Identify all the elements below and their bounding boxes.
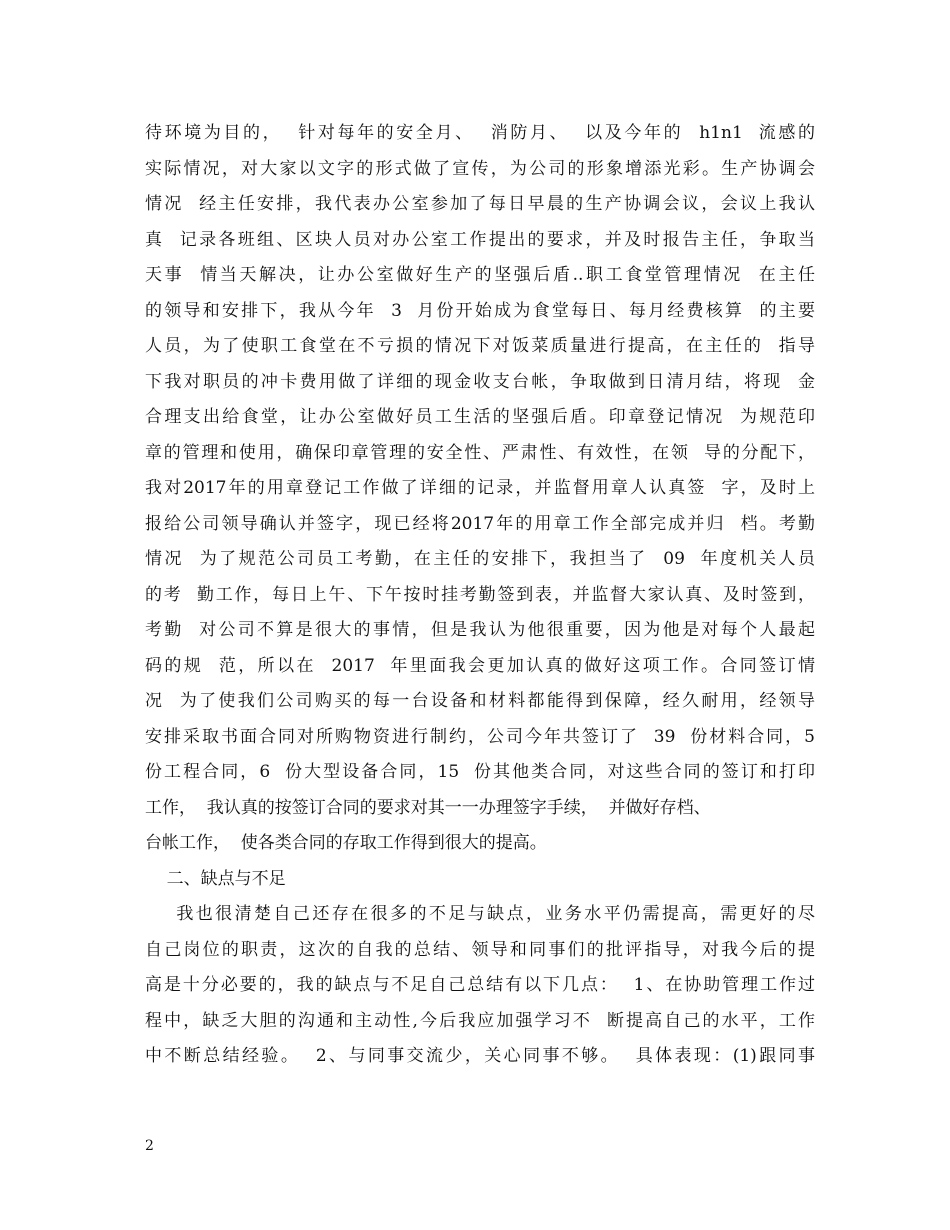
text-line: 情况 为了规范公司员工考勤，在主任的安排下，我担当了 09 年度机关人员 <box>145 549 815 569</box>
section-heading: 二、缺点与不足 <box>145 868 286 889</box>
text-line: 实际情况，对大家以文字的形式做了宣传，为公司的形象增添光彩。生产协调会 <box>145 158 815 179</box>
text-line: 况 为了使我们公司购买的每一台设备和材料都能得到保障，经久耐用，经领导 <box>145 691 815 711</box>
text-line: 天事 情当天解决，让办公室做好生产的坚强后盾..职工食堂管理情况 在主任 <box>145 265 815 285</box>
text-line: 合理支出给食堂，让办公室做好员工生活的坚强后盾。印章登记情况 为规范印 <box>145 407 815 427</box>
text-line: 的考 勤工作，每日上午、下午按时挂考勤签到表，并监督大家认真、及时签到， <box>145 584 815 605</box>
text-line: 我对2017年的用章登记工作做了详细的记录，并监督用章人认真签 字，及时上 <box>145 478 815 498</box>
text-line: 情况 经主任安排，我代表办公室参加了每日早晨的生产协调会议，会议上我认 <box>145 194 815 214</box>
text-line: 考勤 对公司不算是很大的事情，但是我认为他很重要，因为他是对每个人最起 <box>145 620 815 640</box>
text-line: 人员，为了使职工食堂在不亏损的情况下对饭菜质量进行提高，在主任的 指导 <box>145 336 815 356</box>
body-text <box>145 116 815 1075</box>
text-line: 安排采取书面合同对所购物资进行制约，公司今年共签订了 39 份材料合同，5 <box>145 726 815 747</box>
text-line: 下我对职员的冲卡费用做了详细的现金收支台帐，争取做到日清月结，将现 金 <box>145 371 815 392</box>
text-line: 台帐工作， 使各类合同的存取工作得到很大的提高。 <box>145 833 547 853</box>
text-line: 工作， 我认真的按签订合同的要求对其一一办理签字手续， 并做好存档、 <box>145 797 711 818</box>
text-line: 码的规 范，所以在 2017 年里面我会更加认真的做好这项工作。合同签订情 <box>145 655 815 676</box>
text-line: 真 记录各班组、区块人员对办公室工作提出的要求，并及时报告主任，争取当 <box>145 229 815 250</box>
text-line: 自己岗位的职责，这次的自我的总结、领导和同事们的批评指导，对我今后的提 <box>145 939 815 960</box>
text-line: 待环境为目的， 针对每年的安全月、 消防月、 以及今年的 h1n1 流感的 <box>145 123 815 143</box>
text-line: 我也很清楚自己还存在很多的不足与缺点，业务水平仍需提高，需更好的尽 <box>145 904 815 924</box>
text-line: 的领导和安排下，我从今年 3 月份开始成为食堂每日、每月经费核算 的主要 <box>145 300 815 321</box>
text-line: 程中，缺乏大胆的沟通和主动性,今后我应加强学习不 断提高自己的水平，工作 <box>145 1010 815 1031</box>
text-line: 报给公司领导确认并签字，现已经将2017年的用章工作全部完成并归 档。考勤 <box>145 513 815 534</box>
text-line: 高是十分必要的，我的缺点与不足自己总结有以下几点： 1、在协助管理工作过 <box>145 975 815 995</box>
page-number: 2 <box>145 1138 154 1154</box>
text-line: 份工程合同，6 份大型设备合同，15 份其他类合同，对这些合同的签订和打印 <box>145 762 815 782</box>
text-line: 中不断总结经验。 2、与同事交流少，关心同事不够。 具体表现：(1)跟同事 <box>145 1046 815 1066</box>
text-line: 章的管理和使用，确保印章管理的安全性、严肃性、有效性，在领 导的分配下， <box>145 442 815 463</box>
